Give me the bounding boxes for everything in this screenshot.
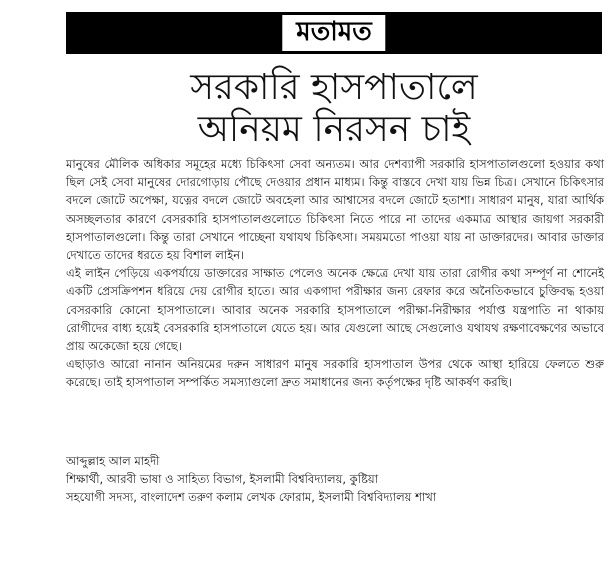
author-affiliation-2: সহযোগী সদস্য, বাংলাদেশ তরুণ কলাম লেখক ফোরাম, ইসলামী বিশ্ববিদ্যালয় শাখা [66, 490, 437, 504]
headline-line-2: অনিয়ম নিরসন চাই [197, 109, 471, 150]
article-body [66, 155, 604, 392]
author-affiliation-1: শিক্ষার্থী, আরবী ভাষা ও সাহিত্য বিভাগ, ইসলামী বিশ্ববিদ্যালয়, কুষ্টিয়া [66, 472, 379, 486]
headline-line-1: সরকারি হাসপাতালে [190, 67, 478, 108]
section-banner [66, 12, 602, 54]
paragraph-1: মানুষের মৌলিক অধিকার সমূহের মধ্যে চিকিৎসা সেবা অন্যতম। আর দেশব্যাপী সরকারি হাসপাতালগুলো হওয়ার কথা ছিল সেই সেবা মানুষের দোরগোড়ায় পৌছে দেওয়ার প্রধান মাধ্যম। কিন্তু বাস্তবে দেখা যায় ভিন্ন চিত্র। সেখানে চিকিৎসার বদলে জোটে অপেক্ষা, যত্নের বদলে জোটে অবহেলা আর আশ্বাসের বদলে জোটে হতাশা। সাধারণ মানুষ, যারা আর্থিক অসচ্ছলতার কারণে বেসরকারি হাসপাতালগুলোতে চিকিৎসা নিতে পারে না তাদের একমাত্র আস্থার জায়গা সরকারী হাসপাতালগুলো। কিন্তু তারা সেখানে পাচ্ছেনা যথাযথ চিকিৎসা। সময়মতো পাওয়া যায় না ডাক্তারদের। আবার ডাক্তার দেখাতে তাদের ধরতে হয় বিশাল লাইন। [66, 157, 604, 263]
paragraph-2: এই লাইন পেড়িয়ে একপর্যায়ে ডাক্তারের সাক্ষাত পেলেও অনেক ক্ষেত্রে দেখা যায় তারা রোগীর কথা সম্পূর্ণ না শোনেই একটি প্রেসক্রিপশন ধরিয়ে দেয় রোগীর হাতে। আর একগাদা পরীক্ষার জন্য রেফার করে অনৈতিকভাবে চুক্তিবদ্ধ হওয়া বেসরকারি কোনো হাসপাতালে। আবার অনেক সরকারি হাসপাতালে পরীক্ষা-নিরীক্ষার পর্যাপ্ত যন্ত্রপাতি না থাকায় রোগীদের বাধ্য হয়েই বেসরকারি হাসপাতালে যেতে হয়। আর যেগুলো আছে সেগুলোও যথাযথ রক্ষণাবেক্ষণের অভাবে প্রায় অকেজো হয়ে গেছে। [66, 266, 604, 354]
author-name: আব্দুল্লাহ আল মাহদী [66, 454, 160, 468]
section-label: মতামত [282, 15, 385, 51]
paragraph-3: এছাড়াও আরো নানান অনিয়মের দরুন সাধারণ মানুষ সরকারি হাসপাতাল উপর থেকে আস্থা হারিয়ে ফেলতে শুরু করেছে। তাই হাসপাতাল সম্পর্কিত সমস্যাগুলো দ্রুত সমাধানের জন্য কর্তৃপক্ষের দৃষ্টি আকর্ষণ করছি। [66, 357, 604, 390]
